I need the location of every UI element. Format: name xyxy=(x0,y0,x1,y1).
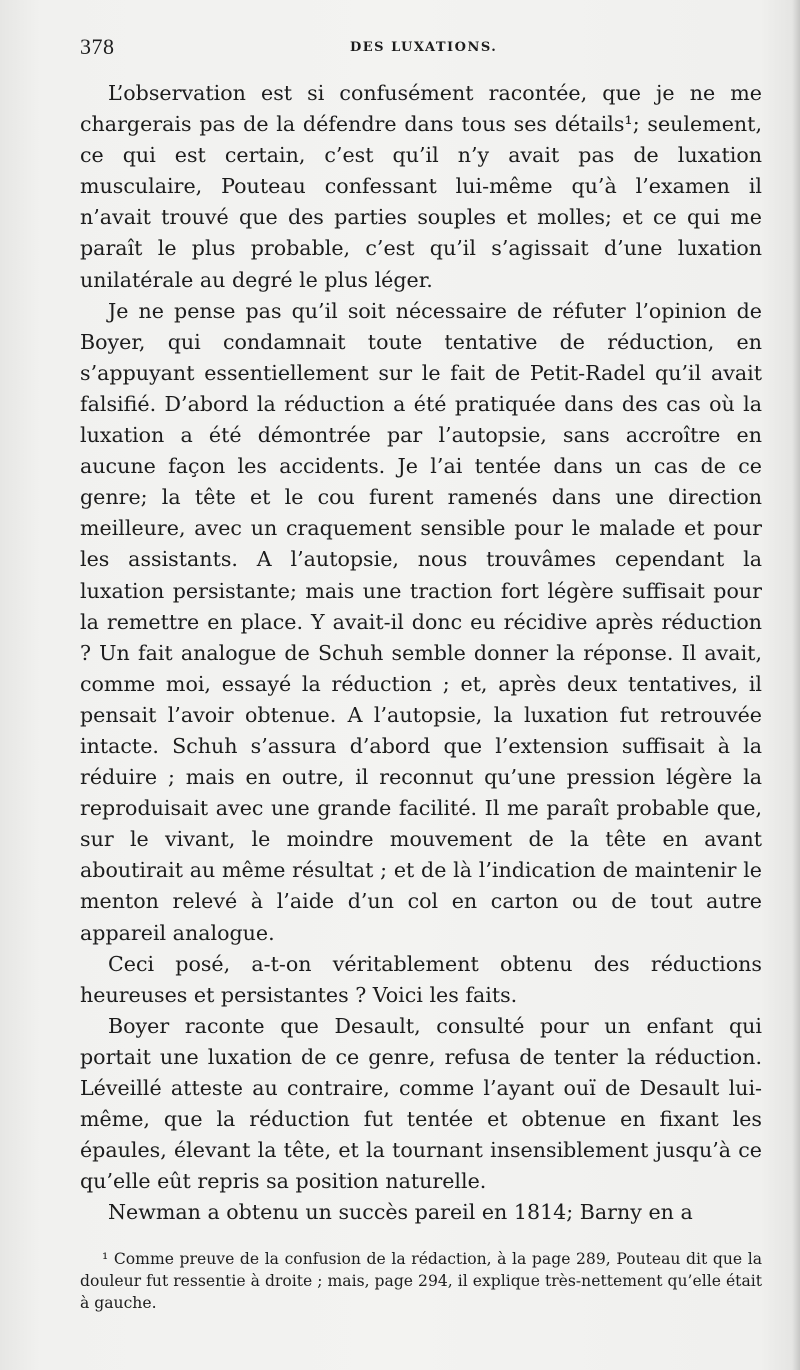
paragraph-1: L’observation est si confusément racontée, que je ne me chargerais pas de la défendre dans tous ses détails¹; seulement, ce qui est certain, c’est qu’il n’y avait pas de luxation musculaire, Pouteau confessant lui-même qu’à l’examen il n’avait trouvé que des parties souples et molles; et ce qui me paraît le plus probable, c’est qu’il s’agissait d’une luxation unilatérale au degré le plus léger. xyxy=(80,81,762,292)
body-text xyxy=(80,78,762,1228)
scan-edge-shadow xyxy=(792,0,800,1370)
footnotes xyxy=(80,1248,762,1315)
paragraph-4: Boyer raconte que Desault, consulté pour un enfant qui portait une luxation de ce genre, refusa de tenter la réduction. Léveillé atteste au contraire, comme l’ayant ouï de Desault lui-même, que la réduction fut tentée et obtenue en fixant les épaules, élevant la tête, et la tournant insensiblement jusqu’à ce qu’elle eût repris sa position naturelle. xyxy=(80,1013,762,1194)
page-header xyxy=(80,34,760,70)
paragraph-3: Ceci posé, a-t-on véritablement obtenu des réductions heureuses et persistantes ? Voici les faits. xyxy=(80,951,762,1007)
page-number: 378 xyxy=(80,34,115,59)
running-title: DES LUXATIONS. xyxy=(350,40,498,55)
footnote-1: ¹ Comme preuve de la confusion de la rédaction, à la page 289, Pouteau dit que la douleur fut ressentie à droite ; mais, page 294, il explique très-nettement qu’elle était à gauche. xyxy=(80,1250,762,1313)
paragraph-2: Je ne pense pas qu’il soit nécessaire de réfuter l’opinion de Boyer, qui condamnait toute tentative de réduction, en s’appuyant essentiellement sur le fait de Petit-Radel qu’il avait falsifié. D’abord la réduction a été pratiquée dans des cas où la luxation a été démontrée par l’autopsie, sans accroître en aucune façon les accidents. Je l’ai tentée dans un cas de ce genre; la tête et le cou furent ramenés dans une direction meilleure, avec un craquement sensible pour le malade et pour les assistants. A l’autopsie, nous trouvâmes cependant la luxation persistante; mais une traction fort légère suffisait pour la remettre en place. Y avait-il donc eu récidive après réduction ? Un fait analogue de Schuh semble donner la réponse. Il avait, comme moi, essayé la réduction ; et, après deux tentatives, il pensait l’avoir obtenue. A l’autopsie, la luxation fut retrouvée intacte. Schuh s’assura d’abord que l’extension suffisait à la réduire ; mais en outre, il reconnut qu’une pression légère la reproduisait avec une grande facilité. Il me paraît probable que, sur le vivant, le moindre mouvement de la tête en avant aboutirait au même résultat ; et de là l’indication de maintenir le menton relevé à l’aide d’un col en carton ou de tout autre appareil analogue. xyxy=(80,298,762,945)
paragraph-5: Newman a obtenu un succès pareil en 1814; Barny en a xyxy=(108,1200,693,1225)
